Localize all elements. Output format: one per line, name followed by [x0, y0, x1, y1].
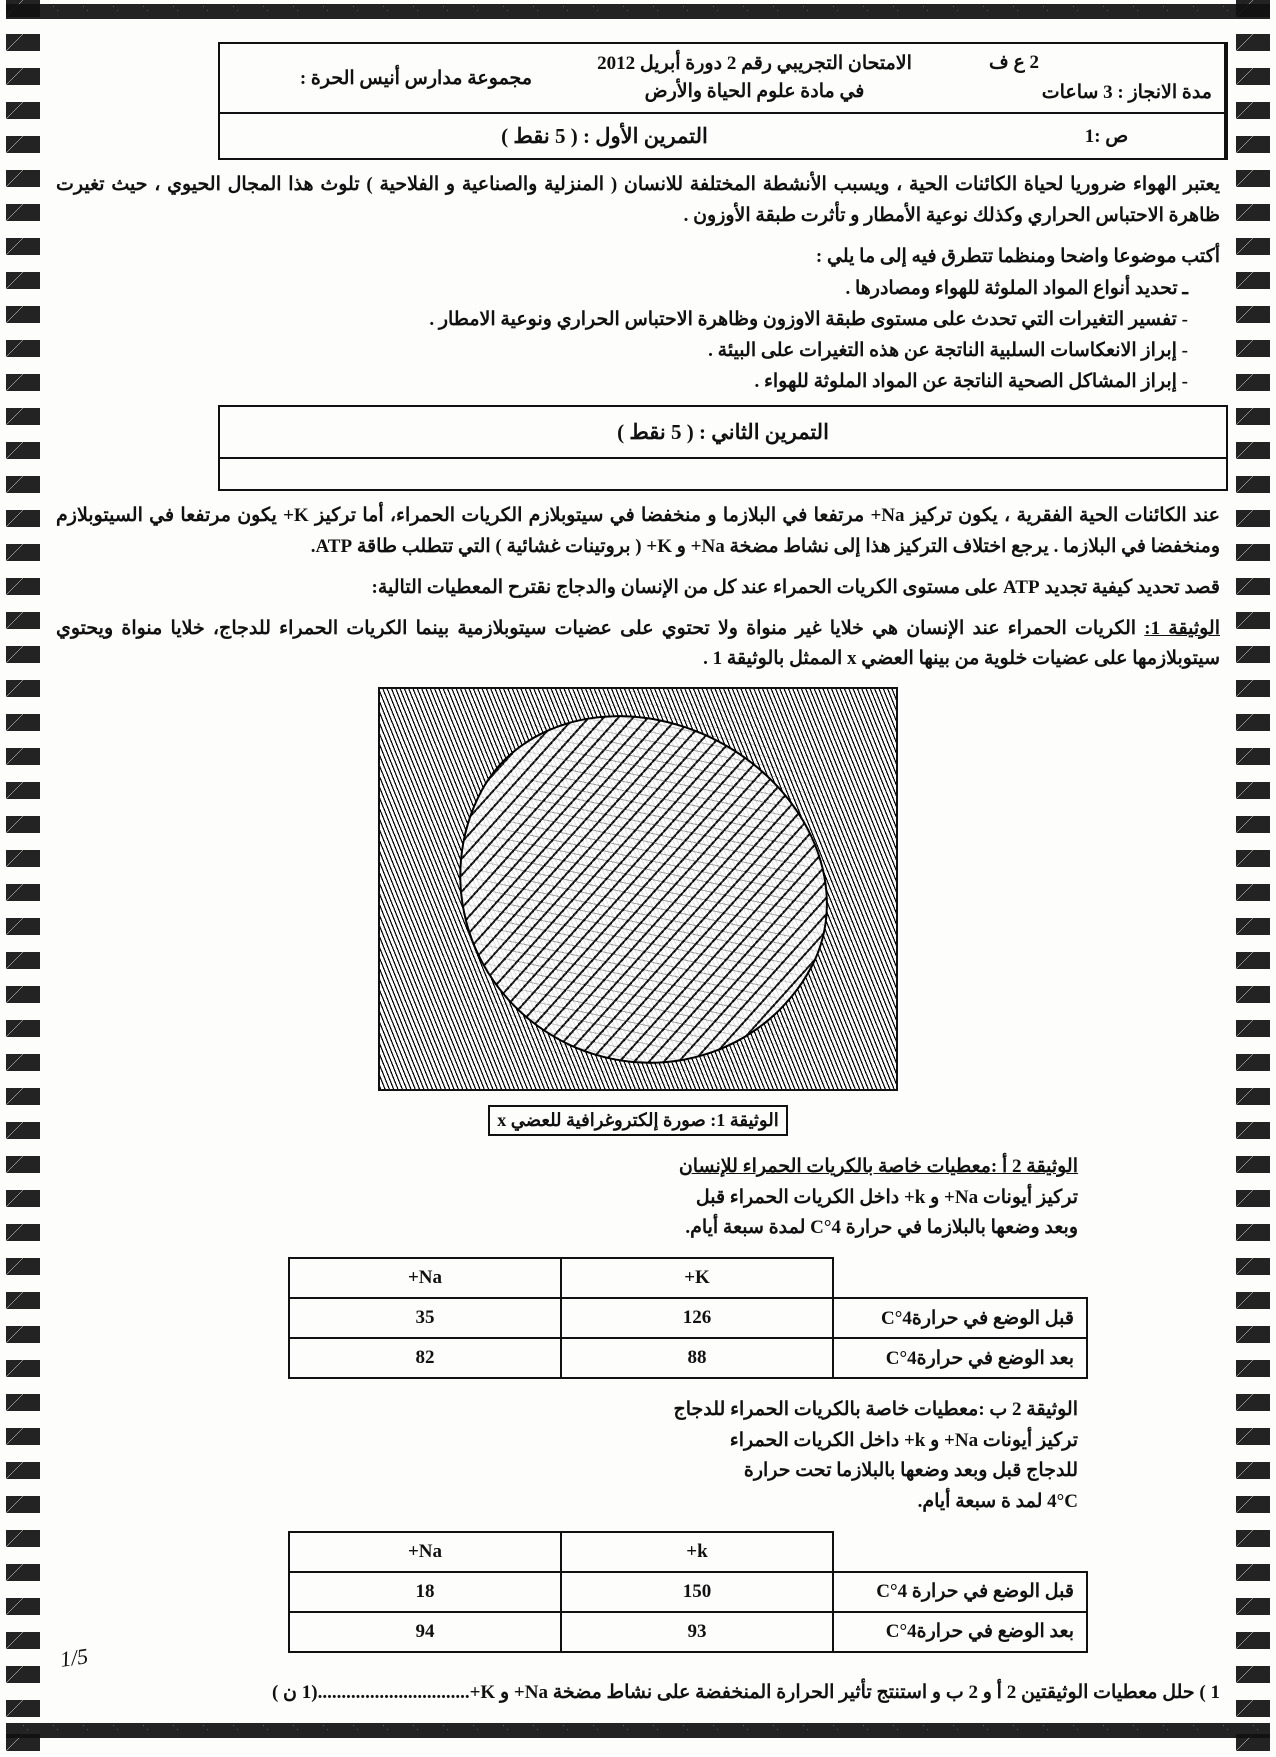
document2b-line3: 4°C لمد ة سبعة أيام. [917, 1490, 1078, 1512]
column-header-k: K+ [561, 1258, 833, 1298]
page-number: 1/5 [58, 1643, 90, 1672]
cell-na-before: 18 [289, 1572, 561, 1612]
document2b-line1: تركيز أيونات Na+ و k+ داخل الكريات الحمراء [729, 1429, 1078, 1451]
duration-label: مدة الانجاز : 3 ساعات [1041, 82, 1212, 103]
cell-na-before: 35 [289, 1298, 561, 1338]
cell-na-after: 94 [289, 1612, 561, 1652]
exercise1-bullet-4: - إبراز المشاكل الصحية الناتجة عن المواد الملوثة للهواء . [754, 370, 1188, 392]
column-header-k: k+ [561, 1532, 833, 1572]
micrograph-texture [380, 689, 896, 1089]
figure-caption: الوثيقة 1: صورة إلكتروغرافية للعضي x [488, 1105, 788, 1136]
document2a-block [56, 1152, 1078, 1243]
exam-title-line2: في مادة علوم الحياة والأرض [644, 81, 865, 102]
document1-text [56, 614, 1220, 676]
table-human-data [288, 1257, 1088, 1379]
decorative-border-right [1236, 0, 1270, 1757]
exam-title-line1: الامتحان التجريبي رقم 2 دورة أبريل 2012 [597, 52, 912, 74]
document2a-line1: تركيز أيونات Na+ و k+ داخل الكريات الحمراء قبل [695, 1186, 1078, 1208]
table-corner-cell [833, 1258, 1087, 1298]
exam-title [544, 44, 965, 112]
row-label-after: بعد الوضع في حرارة4°C [833, 1338, 1087, 1378]
exam-meta [965, 44, 1226, 112]
exercise1-title: التمرين الأول : ( 5 نقط ) [501, 123, 708, 148]
decorative-border-left [6, 0, 40, 1757]
cell-k-before: 126 [561, 1298, 833, 1338]
class-label: 2 ع ف [989, 51, 1040, 73]
exercise2-paragraph2: قصد تحديد كيفية تجديد ATP على مستوى الكريات الحمراء عند كل من الإنسان والدجاج نقترح المعطيات التالية: [371, 576, 1220, 598]
school-name: مجموعة مدارس أنيس الحرة : [299, 67, 532, 89]
exercise2-title-box [218, 405, 1228, 459]
table-row [289, 1338, 1087, 1378]
exercise2-empty-box [218, 459, 1228, 491]
table-row-header [289, 1258, 1087, 1298]
exercise1-strip [218, 114, 1228, 160]
exercise2-paragraph1: عند الكائنات الحية الفقرية ، يكون تركيز Na+ مرتفعا في البلازما و منخفضا في سيتوبلازم الكريات الحمراء، أما تركيز K+ يكون مرتفعا في السيتوبلازم ومنخفضا في البلازما . يرجع اختلاف التركيز هذا إلى نشاط مضخة Na+ و K+ ( بروتينات غشائية ) التي تتطلب طاقة ATP. [56, 505, 1220, 558]
exercise1-bullets [56, 274, 1188, 397]
exercise1-bullet-3: - إبراز الانعكاسات السلبية الناتجة عن هذه التغيرات على البيئة . [708, 339, 1188, 361]
row-label-before: قبل الوضع في حرارة 4°C [833, 1572, 1087, 1612]
cell-k-after: 88 [561, 1338, 833, 1378]
column-header-na: Na+ [289, 1258, 561, 1298]
decorative-border-top [6, 4, 1270, 34]
table-corner-cell [833, 1532, 1087, 1572]
exercise1-paragraph2: أكتب موضوعا واضحا ومنظما تتطرق فيه إلى ما يلي : [815, 245, 1220, 267]
figure-container [48, 687, 1228, 1091]
document2a-line2: وبعد وضعها بالبلازما في حرارة 4°C لمدة سبعة أيام. [685, 1216, 1078, 1238]
figure-caption-row [48, 1097, 1228, 1136]
table-row [289, 1572, 1087, 1612]
decorative-border-bottom [6, 1723, 1270, 1753]
cell-k-before: 150 [561, 1572, 833, 1612]
document2a-title: الوثيقة 2 أ :معطيات خاصة بالكريات الحمراء للإنسان [678, 1156, 1078, 1178]
document-sheet [48, 42, 1228, 1712]
table-row-header [289, 1532, 1087, 1572]
row-label-after: بعد الوضع في حرارة4°C [833, 1612, 1087, 1652]
exercise2-title: التمرين الثاني : ( 5 نقط ) [617, 419, 829, 444]
document2b-title: الوثيقة 2 ب :معطيات خاصة بالكريات الحمراء للدجاج [673, 1399, 1078, 1421]
cell-na-after: 82 [289, 1338, 561, 1378]
cell-k-after: 93 [561, 1612, 833, 1652]
document1-label: الوثيقة 1: [1144, 617, 1221, 639]
page-label: ص :1 [989, 114, 1226, 158]
document1-body: الكريات الحمراء عند الإنسان هي خلايا غير منواة ولا تحتوي على عضيات سيتوبلازمية بينما الكريات الحمراء للدجاج، خلايا منواة ويحتوي سيتوبلازمها على عضيات خلوية من بينها العضي x الممثل بالوثيقة 1 . [56, 617, 1220, 670]
document2b-line2: للدجاج قبل وبعد وضعها بالبلازما تحت حرارة [743, 1460, 1078, 1482]
electron-micrograph-image [378, 687, 898, 1091]
table-row [289, 1612, 1087, 1652]
exam-header [218, 42, 1228, 114]
exercise1-bullet-2: - تفسير التغيرات التي تحدث على مستوى طبقة الاوزون وظاهرة الاحتباس الحراري ونوعية الامطار . [429, 309, 1188, 331]
exercise1-bullet-1: ـ تحديد أنواع المواد الملوثة للهواء ومصادرها . [845, 278, 1188, 300]
question-1: 1 ) حلل معطيات الوثيقتين 2 أ و 2 ب و استنتج تأثير الحرارة المنخفضة على نشاط مضخة Na+ و K+................................(1 ن ) [271, 1681, 1220, 1703]
column-header-na: Na+ [289, 1532, 561, 1572]
table-chicken-data [288, 1531, 1088, 1653]
row-label-before: قبل الوضع في حرارة4°C [833, 1298, 1087, 1338]
document2b-block [56, 1395, 1078, 1517]
exercise1-paragraph1: يعتبر الهواء ضروريا لحياة الكائنات الحية ، ويسبب الأنشطة المختلفة للانسان ( المنزلية والصناعية و الفلاحية ) تلوث هذا المجال الحيوي ، حيث تغيرت ظاهرة الاحتباس الحراري وكذلك نوعية الأمطار و تأثرت طبقة الأوزون . [56, 174, 1220, 226]
table-row [289, 1298, 1087, 1338]
